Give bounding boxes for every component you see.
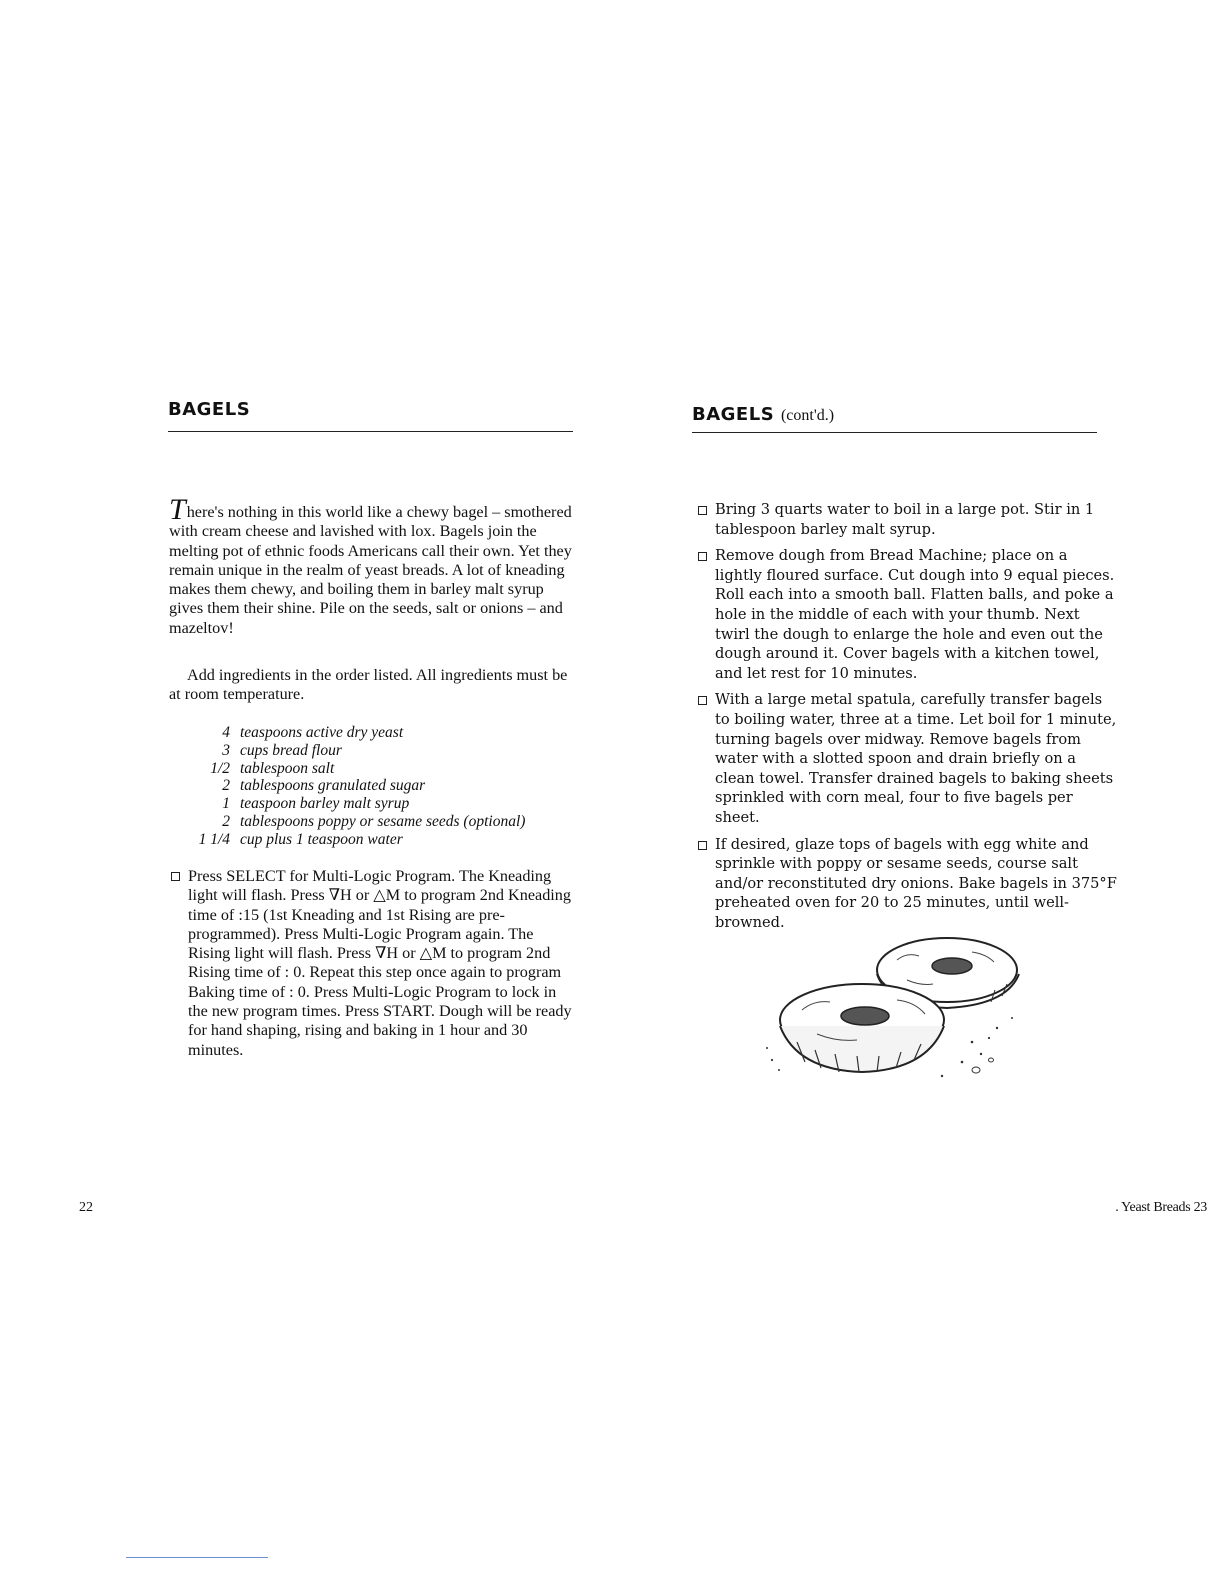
ingredient-item [196, 724, 525, 742]
instruction-step [698, 690, 1118, 827]
ingredient-qty: 4 [222, 724, 230, 741]
step-text: If desired, glaze tops of bagels with egg white and sprinkle with poppy or sesame seeds, course salt and/or reconstituted dry onions. Bake bagels in 375°F preheated oven for 20 to 25 minutes, until well-browned. [715, 835, 1117, 931]
ingredient-qty: 2 [222, 812, 230, 830]
ingredient-qty: 1/2 [210, 759, 230, 777]
checkbox-bullet-icon [698, 552, 707, 561]
instruction-step [171, 867, 576, 1060]
heading-text: BAGELS [692, 404, 775, 425]
heading-rule [168, 431, 573, 432]
right-page [612, 0, 1224, 1584]
ingredient-item [196, 742, 525, 760]
heading-rule [692, 432, 1097, 433]
page-footer: . Yeast Breads 23 [1115, 1200, 1207, 1215]
instruction-steps [171, 867, 576, 1067]
ingredient-item [196, 777, 525, 795]
page-title: BAGELS [168, 399, 251, 420]
ingredient-name: teaspoons active dry yeast [240, 724, 404, 741]
ingredient-qty: 1 [222, 795, 230, 813]
checkbox-bullet-icon [698, 506, 707, 515]
step-text: With a large metal spatula, carefully transfer bagels to boiling water, three at a time. Let boil for 1 minute, turning bagels over midway. Remove bagels from water with a slotted spoon and drain briefly on a clean towel. Transfer drained bagels to baking sheets sprinkled with corn meal, four to five bagels per sheet. [715, 691, 1117, 826]
bottom-edge-line [126, 1557, 268, 1558]
ingredient-qty: 1 1/4 [198, 830, 230, 848]
ingredient-item [196, 760, 525, 778]
instruction-step [698, 546, 1118, 683]
add-ingredients-note: Add ingredients in the order listed. All ingredients must be at room temperature. [169, 666, 568, 704]
page-number: 22 [79, 1200, 93, 1215]
ingredient-item [196, 795, 525, 813]
drop-cap: T [169, 493, 186, 526]
bagels-illustration [757, 930, 1057, 1090]
ingredient-item [196, 831, 525, 849]
step-text: Remove dough from Bread Machine; place on a lightly floured surface. Cut dough into 9 equal pieces. Roll each into a smooth ball. Flatten balls, and poke a hole in the middle of each with your thumb. Next twirl the dough to enlarge the hole and even out the dough around it. Cover bagels with a kitchen towel, and let rest for 10 minutes. [715, 547, 1115, 682]
ingredient-name: cup plus 1 teaspoon water [240, 830, 403, 848]
heading-suffix: (cont'd.) [780, 407, 835, 424]
ingredient-name: teaspoon barley malt syrup [240, 795, 410, 813]
ingredient-list [196, 724, 525, 849]
ingredient-name: cups bread flour [240, 741, 342, 759]
instruction-step [698, 500, 1118, 539]
intro-text: here's nothing in this world like a chewy bagel – smothered with cream cheese and lavished with lox. Bagels join the melting pot of ethnic foods Americans call their own. Yet they remain unique in the realm of yeast breads. A lot of kneading makes them chewy, and boiling them in barley malt syrup gives them their shine. Pile on the seeds, salt or onions – and mazeltov! [169, 503, 572, 637]
checkbox-bullet-icon [698, 841, 707, 850]
intro-paragraph [169, 493, 574, 638]
page-title [692, 404, 834, 425]
checkbox-bullet-icon [171, 872, 180, 881]
ingredient-name: tablespoons poppy or sesame seeds (optional) [240, 812, 526, 830]
step-text: Press SELECT for Multi-Logic Program. The Kneading light will flash. Press ∇H or △M to program 2nd Kneading time of :15 (1st Kneading and 1st Rising are pre-programmed). Press Multi-Logic Program again. The Rising light will flash. Press ∇H or △M to program 2nd Rising time of : 0. Repeat this step once again to program Baking time of : 0. Press Multi-Logic Program to lock in the new program times. Press START. Dough will be ready for hand shaping, rising and baking in 1 hour and 30 minutes. [188, 867, 572, 1059]
ingredient-qty: 3 [222, 741, 230, 759]
instruction-step [698, 835, 1118, 933]
ingredient-name: tablespoons granulated sugar [240, 777, 426, 795]
step-text: Bring 3 quarts water to boil in a large pot. Stir in 1 tablespoon barley malt syrup. [715, 501, 1095, 538]
ingredient-qty: 2 [222, 777, 230, 795]
ingredient-item [196, 813, 525, 831]
instruction-steps [698, 500, 1118, 939]
ingredient-name: tablespoon salt [240, 759, 335, 777]
checkbox-bullet-icon [698, 696, 707, 705]
